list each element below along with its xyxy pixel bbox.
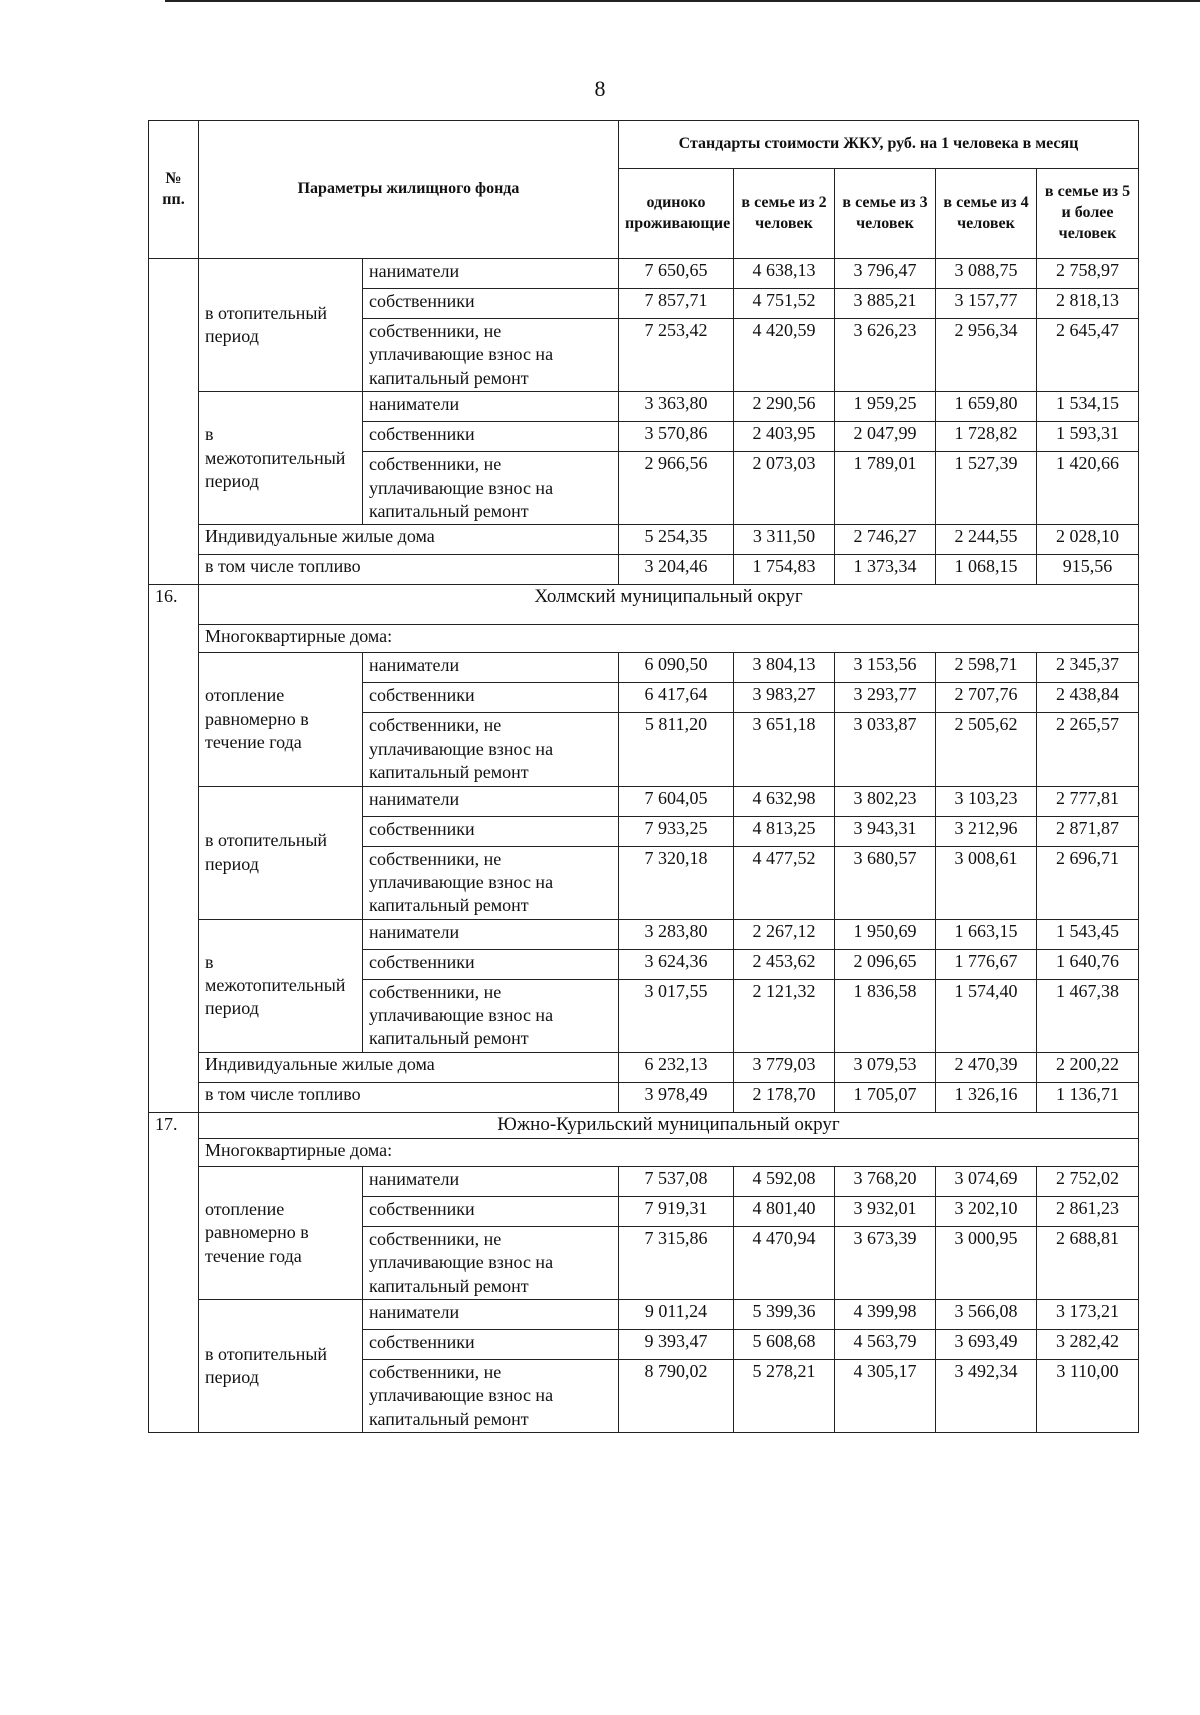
- value-cell: 2 645,47: [1037, 319, 1139, 392]
- table-row: [149, 555, 1139, 585]
- apartments-label: Многоквартирные дома:: [199, 1138, 1139, 1166]
- param-label: собственники: [363, 1330, 619, 1360]
- value-cell: 1 373,34: [835, 555, 936, 585]
- header-parameters: Параметры жилищного фонда: [199, 121, 619, 259]
- value-cell: 2 871,87: [1037, 816, 1139, 846]
- header-index: № пп.: [149, 121, 199, 259]
- value-cell: 2 966,56: [619, 452, 734, 525]
- value-cell: 2 758,97: [1037, 259, 1139, 289]
- value-cell: 1 593,31: [1037, 422, 1139, 452]
- header-row-1: [149, 121, 1139, 169]
- value-cell: 5 608,68: [734, 1330, 835, 1360]
- period-label: в межотопительный период: [199, 392, 363, 525]
- period-label: в отопительный период: [199, 1300, 363, 1433]
- value-cell: 3 932,01: [835, 1196, 936, 1226]
- param-label: наниматели: [363, 919, 619, 949]
- value-cell: 7 320,18: [619, 846, 734, 919]
- value-cell: 1 959,25: [835, 392, 936, 422]
- value-cell: 6 417,64: [619, 683, 734, 713]
- district-title-row: [149, 1112, 1139, 1138]
- apartments-label: Многоквартирные дома:: [199, 625, 1139, 653]
- value-cell: 1 543,45: [1037, 919, 1139, 949]
- header-standards-group: Стандарты стоимости ЖКУ, руб. на 1 человека в месяц: [619, 121, 1139, 169]
- value-cell: 3 017,55: [619, 979, 734, 1052]
- value-cell: 3 202,10: [936, 1196, 1037, 1226]
- period-label: отопление равномерно в течение года: [199, 653, 363, 786]
- value-cell: 3 624,36: [619, 949, 734, 979]
- table-row: [149, 1300, 1139, 1330]
- value-cell: 2 438,84: [1037, 683, 1139, 713]
- value-cell: 3 626,23: [835, 319, 936, 392]
- param-label: наниматели: [363, 392, 619, 422]
- param-label: наниматели: [363, 1300, 619, 1330]
- param-label: собственники, не уплачивающие взнос на капитальный ремонт: [363, 979, 619, 1052]
- param-label: собственники, не уплачивающие взнос на капитальный ремонт: [363, 452, 619, 525]
- value-cell: 3 311,50: [734, 525, 835, 555]
- param-label: наниматели: [363, 786, 619, 816]
- value-cell: 3 492,34: [936, 1360, 1037, 1433]
- value-cell: 915,56: [1037, 555, 1139, 585]
- value-cell: 1 068,15: [936, 555, 1037, 585]
- value-cell: 7 650,65: [619, 259, 734, 289]
- value-cell: 4 399,98: [835, 1300, 936, 1330]
- value-cell: 4 592,08: [734, 1166, 835, 1196]
- table-row: [149, 653, 1139, 683]
- value-cell: 1 663,15: [936, 919, 1037, 949]
- param-label: Индивидуальные жилые дома: [199, 1052, 619, 1082]
- header-col-family-3: в семье из 3 человек: [835, 169, 936, 259]
- value-cell: 2 178,70: [734, 1082, 835, 1112]
- value-cell: 1 659,80: [936, 392, 1037, 422]
- value-cell: 3 680,57: [835, 846, 936, 919]
- value-cell: 2 047,99: [835, 422, 936, 452]
- value-cell: 2 267,12: [734, 919, 835, 949]
- value-cell: 2 777,81: [1037, 786, 1139, 816]
- value-cell: 3 173,21: [1037, 1300, 1139, 1330]
- value-cell: 3 000,95: [936, 1226, 1037, 1299]
- page-number: 8: [594, 76, 606, 101]
- param-label: собственники: [363, 949, 619, 979]
- value-cell: 1 728,82: [936, 422, 1037, 452]
- value-cell: 3 802,23: [835, 786, 936, 816]
- header-col-family-5: в семье из 5 и более человек: [1037, 169, 1139, 259]
- value-cell: 7 919,31: [619, 1196, 734, 1226]
- value-cell: 1 420,66: [1037, 452, 1139, 525]
- value-cell: 3 293,77: [835, 683, 936, 713]
- value-cell: 7 253,42: [619, 319, 734, 392]
- value-cell: 3 283,80: [619, 919, 734, 949]
- row-index-continued: [149, 259, 199, 585]
- value-cell: 9 393,47: [619, 1330, 734, 1360]
- value-cell: 2 707,76: [936, 683, 1037, 713]
- value-cell: 1 789,01: [835, 452, 936, 525]
- value-cell: 3 693,49: [936, 1330, 1037, 1360]
- value-cell: 5 254,35: [619, 525, 734, 555]
- value-cell: 1 754,83: [734, 555, 835, 585]
- value-cell: 1 136,71: [1037, 1082, 1139, 1112]
- header-col-family-2: в семье из 2 человек: [734, 169, 835, 259]
- value-cell: 2 096,65: [835, 949, 936, 979]
- param-label: собственники, не уплачивающие взнос на капитальный ремонт: [363, 319, 619, 392]
- value-cell: 1 326,16: [936, 1082, 1037, 1112]
- value-cell: 3 033,87: [835, 713, 936, 786]
- district-title: Южно-Курильский муниципальный округ: [199, 1112, 1139, 1138]
- value-cell: 3 088,75: [936, 259, 1037, 289]
- value-cell: 2 861,23: [1037, 1196, 1139, 1226]
- table-row: [149, 259, 1139, 289]
- param-label: собственники, не уплачивающие взнос на капитальный ремонт: [363, 1226, 619, 1299]
- value-cell: 1 574,40: [936, 979, 1037, 1052]
- value-cell: 5 811,20: [619, 713, 734, 786]
- value-cell: 2 028,10: [1037, 525, 1139, 555]
- header-col-family-4: в семье из 4 человек: [936, 169, 1037, 259]
- value-cell: 2 505,62: [936, 713, 1037, 786]
- value-cell: 2 453,62: [734, 949, 835, 979]
- value-cell: 4 477,52: [734, 846, 835, 919]
- district-title: Холмский муниципальный округ: [199, 585, 1139, 625]
- value-cell: 9 011,24: [619, 1300, 734, 1330]
- param-label: собственники, не уплачивающие взнос на капитальный ремонт: [363, 846, 619, 919]
- value-cell: 7 857,71: [619, 289, 734, 319]
- housing-cost-standards-table: [148, 120, 1139, 1433]
- value-cell: 2 200,22: [1037, 1052, 1139, 1082]
- value-cell: 7 315,86: [619, 1226, 734, 1299]
- value-cell: 2 345,37: [1037, 653, 1139, 683]
- header-col-single: одиноко проживающие: [619, 169, 734, 259]
- value-cell: 7 933,25: [619, 816, 734, 846]
- value-cell: 4 751,52: [734, 289, 835, 319]
- value-cell: 1 776,67: [936, 949, 1037, 979]
- value-cell: 3 943,31: [835, 816, 936, 846]
- value-cell: 3 651,18: [734, 713, 835, 786]
- value-cell: 1 950,69: [835, 919, 936, 949]
- value-cell: 3 008,61: [936, 846, 1037, 919]
- table-row: [149, 919, 1139, 949]
- value-cell: 1 640,76: [1037, 949, 1139, 979]
- value-cell: 2 265,57: [1037, 713, 1139, 786]
- row-index: 17.: [149, 1112, 199, 1432]
- table-row: [149, 1052, 1139, 1082]
- value-cell: 2 956,34: [936, 319, 1037, 392]
- value-cell: 3 079,53: [835, 1052, 936, 1082]
- value-cell: 6 232,13: [619, 1052, 734, 1082]
- param-label: собственники: [363, 683, 619, 713]
- value-cell: 8 790,02: [619, 1360, 734, 1433]
- value-cell: 2 121,32: [734, 979, 835, 1052]
- value-cell: 7 537,08: [619, 1166, 734, 1196]
- value-cell: 4 813,25: [734, 816, 835, 846]
- period-label: в межотопительный период: [199, 919, 363, 1052]
- value-cell: 6 090,50: [619, 653, 734, 683]
- param-label: наниматели: [363, 1166, 619, 1196]
- value-cell: 1 527,39: [936, 452, 1037, 525]
- value-cell: 2 470,39: [936, 1052, 1037, 1082]
- period-label: отопление равномерно в течение года: [199, 1166, 363, 1299]
- page-top-rule: [165, 0, 1200, 2]
- param-label: собственники, не уплачивающие взнос на капитальный ремонт: [363, 713, 619, 786]
- value-cell: 3 983,27: [734, 683, 835, 713]
- value-cell: 3 204,46: [619, 555, 734, 585]
- value-cell: 7 604,05: [619, 786, 734, 816]
- param-label: собственники: [363, 816, 619, 846]
- value-cell: 2 752,02: [1037, 1166, 1139, 1196]
- value-cell: 3 885,21: [835, 289, 936, 319]
- param-label: собственники: [363, 1196, 619, 1226]
- value-cell: 5 278,21: [734, 1360, 835, 1433]
- value-cell: 2 746,27: [835, 525, 936, 555]
- value-cell: 1 534,15: [1037, 392, 1139, 422]
- value-cell: 4 638,13: [734, 259, 835, 289]
- value-cell: 1 467,38: [1037, 979, 1139, 1052]
- value-cell: 3 110,00: [1037, 1360, 1139, 1433]
- value-cell: 2 818,13: [1037, 289, 1139, 319]
- param-label: собственники: [363, 422, 619, 452]
- value-cell: 3 363,80: [619, 392, 734, 422]
- value-cell: 3 779,03: [734, 1052, 835, 1082]
- value-cell: 4 305,17: [835, 1360, 936, 1433]
- param-label: наниматели: [363, 259, 619, 289]
- value-cell: 2 244,55: [936, 525, 1037, 555]
- value-cell: 2 688,81: [1037, 1226, 1139, 1299]
- value-cell: 1 705,07: [835, 1082, 936, 1112]
- param-label: Индивидуальные жилые дома: [199, 525, 619, 555]
- param-label: в том числе топливо: [199, 555, 619, 585]
- district-title-row: [149, 585, 1139, 625]
- value-cell: 2 290,56: [734, 392, 835, 422]
- value-cell: 3 768,20: [835, 1166, 936, 1196]
- value-cell: 3 566,08: [936, 1300, 1037, 1330]
- value-cell: 3 212,96: [936, 816, 1037, 846]
- table-row: [149, 1166, 1139, 1196]
- value-cell: 4 632,98: [734, 786, 835, 816]
- value-cell: 4 470,94: [734, 1226, 835, 1299]
- param-label: собственники: [363, 289, 619, 319]
- value-cell: 3 673,39: [835, 1226, 936, 1299]
- value-cell: 4 801,40: [734, 1196, 835, 1226]
- table-row: [149, 525, 1139, 555]
- apartments-row: [149, 625, 1139, 653]
- value-cell: 3 282,42: [1037, 1330, 1139, 1360]
- param-label: собственники, не уплачивающие взнос на капитальный ремонт: [363, 1360, 619, 1433]
- table-body: [149, 259, 1139, 1433]
- value-cell: 1 836,58: [835, 979, 936, 1052]
- row-index: 16.: [149, 585, 199, 1113]
- value-cell: 2 598,71: [936, 653, 1037, 683]
- table-row: [149, 1082, 1139, 1112]
- period-label: в отопительный период: [199, 259, 363, 392]
- value-cell: 3 157,77: [936, 289, 1037, 319]
- param-label: в том числе топливо: [199, 1082, 619, 1112]
- table-row: [149, 786, 1139, 816]
- value-cell: 3 074,69: [936, 1166, 1037, 1196]
- value-cell: 2 696,71: [1037, 846, 1139, 919]
- value-cell: 3 153,56: [835, 653, 936, 683]
- value-cell: 3 570,86: [619, 422, 734, 452]
- apartments-row: [149, 1138, 1139, 1166]
- value-cell: 4 420,59: [734, 319, 835, 392]
- value-cell: 3 804,13: [734, 653, 835, 683]
- value-cell: 2 403,95: [734, 422, 835, 452]
- value-cell: 4 563,79: [835, 1330, 936, 1360]
- value-cell: 3 796,47: [835, 259, 936, 289]
- param-label: наниматели: [363, 653, 619, 683]
- value-cell: 5 399,36: [734, 1300, 835, 1330]
- period-label: в отопительный период: [199, 786, 363, 919]
- value-cell: 2 073,03: [734, 452, 835, 525]
- value-cell: 3 978,49: [619, 1082, 734, 1112]
- table-row: [149, 392, 1139, 422]
- value-cell: 3 103,23: [936, 786, 1037, 816]
